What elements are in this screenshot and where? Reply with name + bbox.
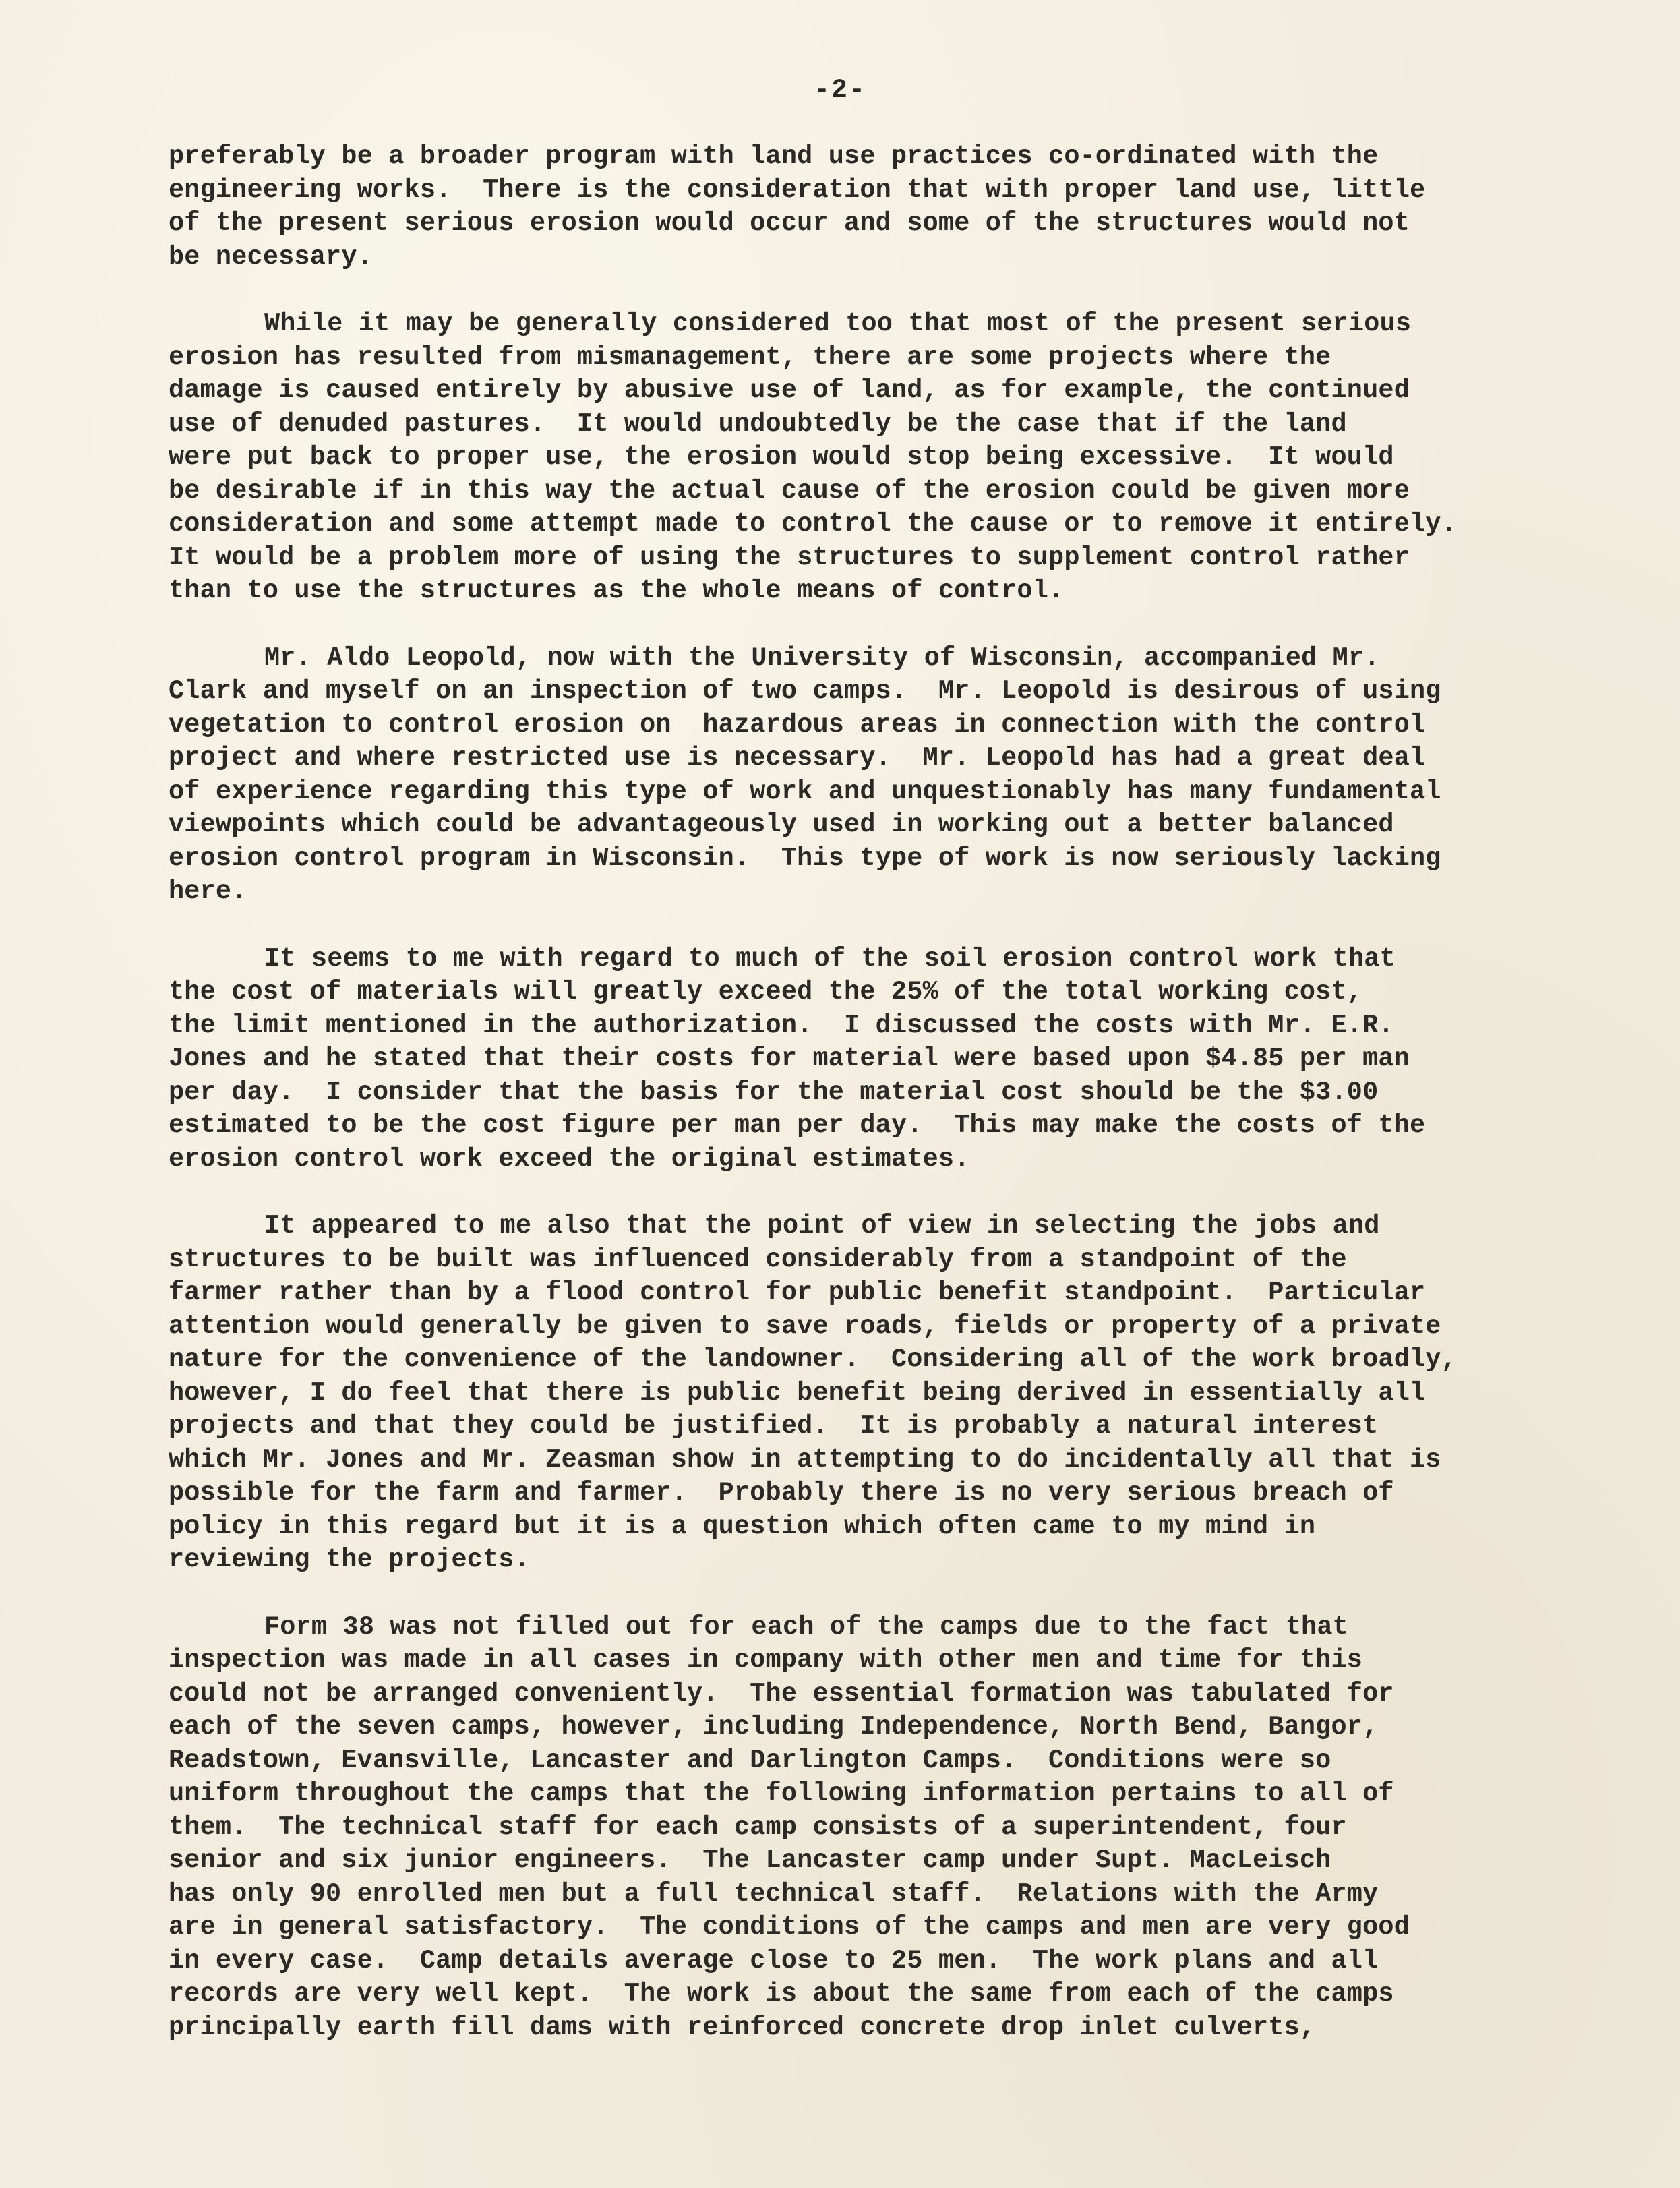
- text-line: Form 38 was not filled out for each of the camps due to the fact that: [264, 1612, 1348, 1642]
- text-line: estimated to be the cost figure per man per day. This may make the costs of the: [169, 1111, 1426, 1140]
- text-line: attention would generally be given to save roads, fields or property of a private: [169, 1311, 1441, 1341]
- text-line: the cost of materials will greatly exceed the 25% of the total working cost,: [169, 977, 1363, 1007]
- text-line: inspection was made in all cases in company with other men and time for this: [169, 1645, 1363, 1675]
- text-line: senior and six junior engineers. The Lancaster camp under Supt. MacLeisch: [169, 1845, 1331, 1875]
- text-line: Mr. Aldo Leopold, now with the University of Wisconsin, accompanied Mr.: [264, 643, 1380, 673]
- text-line: erosion control program in Wisconsin. This type of work is now seriously lacking: [169, 843, 1441, 873]
- text-line: projects and that they could be justified. It is probably a natural interest: [169, 1411, 1379, 1441]
- text-line: each of the seven camps, however, including Independence, North Bend, Bangor,: [169, 1712, 1379, 1742]
- text-line: consideration and some attempt made to control the cause or to remove it entirely.: [169, 509, 1457, 539]
- text-line: vegetation to control erosion on hazardous areas in connection with the control: [169, 709, 1426, 740]
- text-line: Readstown, Evansville, Lancaster and Darlington Camps. Conditions were so: [169, 1745, 1331, 1775]
- text-line: them. The technical staff for each camp consists of a superintendent, four: [169, 1812, 1347, 1842]
- text-line: damage is caused entirely by abusive use of land, as for example, the continued: [169, 376, 1410, 405]
- text-line: possible for the farm and farmer. Probably there is no very serious breach of: [169, 1478, 1394, 1508]
- text-line: of experience regarding this type of work and unquestionably has many fundamental: [169, 776, 1441, 806]
- paragraph-1: [169, 140, 1571, 274]
- text-line: uniform throughout the camps that the following information pertains to all of: [169, 1779, 1394, 1808]
- text-line: nature for the convenience of the landowner. Considering all of the work broadly,: [169, 1344, 1457, 1374]
- text-line: however, I do feel that there is public benefit being derived in essentially all: [169, 1378, 1426, 1408]
- paragraph-4: [169, 943, 1571, 1177]
- text-line: reviewing the projects.: [169, 1545, 530, 1574]
- text-line: engineering works. There is the consideration that with proper land use, little: [169, 175, 1426, 205]
- text-line: were put back to proper use, the erosion would stop being excessive. It would: [169, 442, 1394, 472]
- text-line: It appeared to me also that the point of view in selecting the jobs and: [264, 1211, 1380, 1241]
- document-body: [169, 140, 1571, 2078]
- text-line: project and where restricted use is necessary. Mr. Leopold has had a great deal: [169, 743, 1426, 773]
- text-line: farmer rather than by a flood control for public benefit standpoint. Particular: [169, 1278, 1426, 1307]
- text-line: policy in this regard but it is a question which often came to my mind in: [169, 1511, 1316, 1541]
- text-line: It seems to me with regard to much of the soil erosion control work that: [264, 943, 1396, 974]
- text-line: While it may be generally considered too that most of the present serious: [264, 309, 1412, 338]
- text-line: preferably be a broader program with land use practices co-ordinated with the: [169, 142, 1379, 171]
- text-line: are in general satisfactory. The conditions of the camps and men are very good: [169, 1912, 1410, 1942]
- text-line: erosion control work exceed the original estimates.: [169, 1144, 970, 1174]
- text-line: records are very well kept. The work is about the same from each of the camps: [169, 1979, 1394, 2009]
- text-line: per day. I consider that the basis for the material cost should be the $3.00: [169, 1077, 1379, 1107]
- text-line: of the present serious erosion would occur and some of the structures would not: [169, 208, 1410, 238]
- page-number: -2-: [813, 76, 866, 106]
- paragraph-5: [169, 1210, 1571, 1577]
- text-line: erosion has resulted from mismanagement, there are some projects where the: [169, 342, 1331, 372]
- paragraph-6: [169, 1611, 1571, 2045]
- text-line: It would be a problem more of using the structures to supplement control rather: [169, 542, 1410, 572]
- paragraph-2: [169, 307, 1571, 608]
- text-line: has only 90 enrolled men but a full technical staff. Relations with the Army: [169, 1879, 1379, 1909]
- text-line: which Mr. Jones and Mr. Zeasman show in attempting to do incidentally all that is: [169, 1444, 1441, 1475]
- text-line: could not be arranged conveniently. The essential formation was tabulated for: [169, 1678, 1394, 1709]
- text-line: viewpoints which could be advantageously used in working out a better balanced: [169, 810, 1394, 839]
- text-line: here.: [169, 877, 247, 906]
- text-line: principally earth fill dams with reinforced concrete drop inlet culverts,: [169, 2012, 1316, 2042]
- text-line: Clark and myself on an inspection of two camps. Mr. Leopold is desirous of using: [169, 676, 1441, 706]
- text-line: than to use the structures as the whole means of control.: [169, 576, 1064, 605]
- text-line: structures to be built was influenced considerably from a standpoint of the: [169, 1244, 1347, 1274]
- text-line: use of denuded pastures. It would undoubtedly be the case that if the land: [169, 409, 1347, 439]
- paragraph-3: [169, 642, 1571, 909]
- text-line: the limit mentioned in the authorization. I discussed the costs with Mr. E.R.: [169, 1010, 1394, 1040]
- text-line: Jones and he stated that their costs for material were based upon $4.85 per man: [169, 1044, 1410, 1073]
- text-line: be necessary.: [169, 241, 373, 272]
- text-line: be desirable if in this way the actual cause of the erosion could be given more: [169, 475, 1410, 506]
- text-line: in every case. Camp details average close to 25 men. The work plans and all: [169, 1945, 1379, 1976]
